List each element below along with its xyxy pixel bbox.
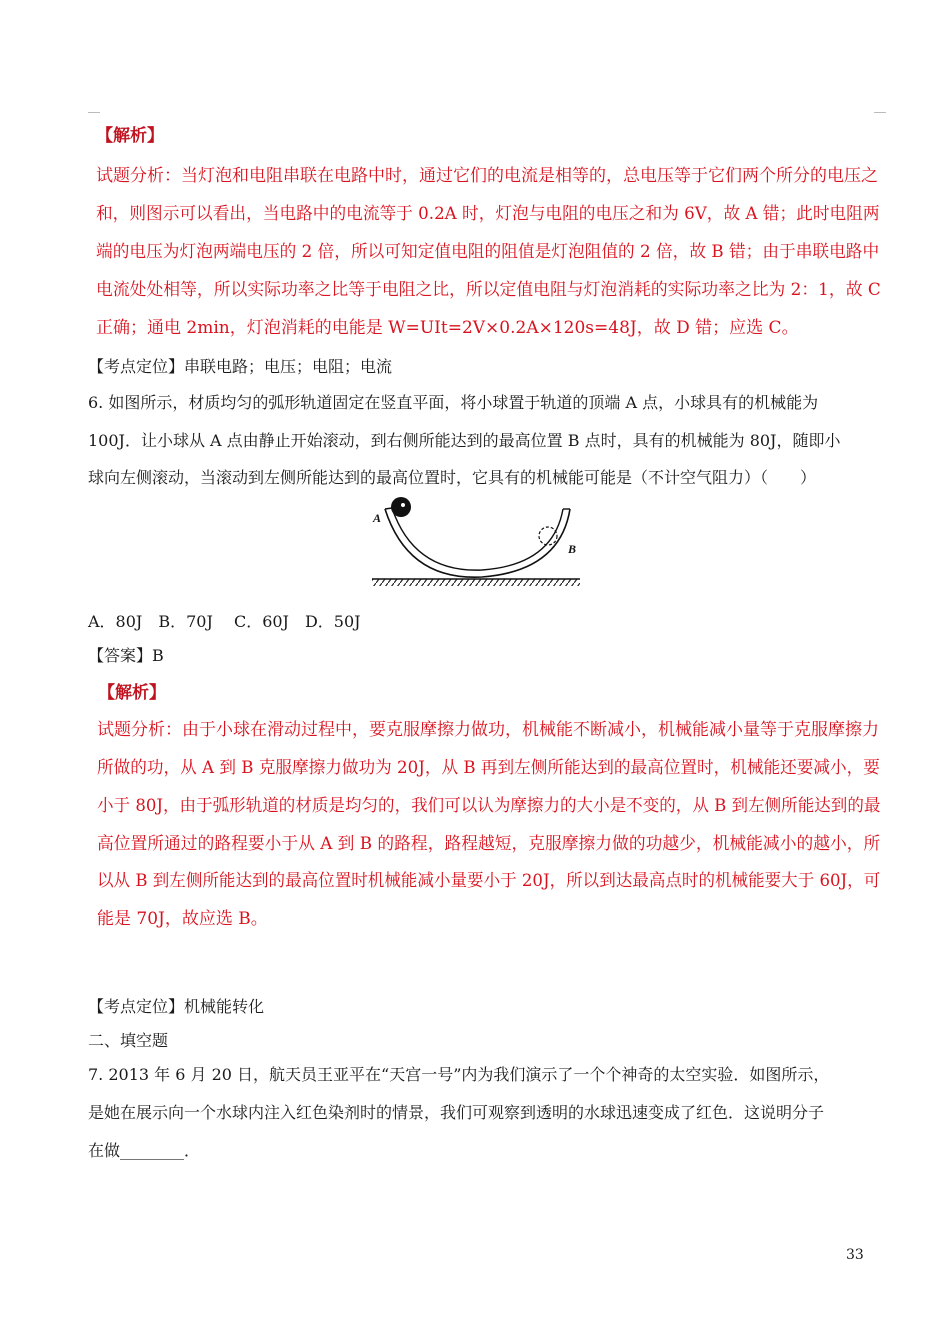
question-7-line: 是她在展示向一个水球内注入红色染剂时的情景，我们可观察到透明的水球迅速变成了红色．这说明分子 (88, 1103, 825, 1122)
ball-at-a (391, 497, 411, 517)
kaodian-label: 【考点定位】机械能转化 (88, 997, 265, 1016)
ground-hatch (372, 579, 580, 586)
section-heading: 二、填空题 (88, 1031, 169, 1050)
analysis-line: 和，则图示可以看出，当电路中的电流等于 0.2A 时，灯泡与电阻的电压之和为 6V，故 A 错；此时电阻两 (96, 204, 880, 224)
corner-mark-left (88, 112, 100, 113)
analysis-line: 试题分析：当灯泡和电阻串联在电路中时，通过它们的电流是相等的，总电压等于它们两个所分的电压之 (96, 166, 878, 186)
analysis-line: 电流处处相等，所以实际功率之比等于电阻之比，所以定值电阻与灯泡消耗的实际功率之比为 2：1，故 C (96, 280, 881, 300)
question-6-line: 6. 如图所示，材质均匀的弧形轨道固定在竖直平面，将小球置于轨道的顶端 A 点，小球具有的机械能为 (88, 393, 819, 412)
analysis-line: 端的电压为灯泡两端电压的 2 倍，所以可知定值电阻的阻值是灯泡阻值的 2 倍，故 B 错；由于串联电路中 (96, 242, 880, 262)
analysis-heading: 【解析】 (98, 683, 166, 703)
analysis-line: 以从 B 到左侧所能达到的最高位置时机械能减小量要小于 20J，所以到达最高点时的机械能要大于 60J，可 (97, 871, 881, 891)
analysis-line: 正确；通电 2min，灯泡消耗的电能是 W=UIt=2V×0.2A×120s=48J，故 D 错；应选 C。 (96, 318, 799, 338)
analysis-line: 能是 70J，故应选 B。 (97, 909, 268, 929)
kaodian-label: 【考点定位】串联电路；电压；电阻；电流 (88, 357, 393, 376)
analysis-heading: 【解析】 (96, 126, 164, 146)
question-6-options: A．80J B．70J C．60J D．50J (88, 612, 361, 631)
label-b: B (568, 542, 577, 556)
label-a: A (373, 511, 382, 525)
question-6-line: 100J．让小球从 A 点由静止开始滚动，到右侧所能达到的最高位置 B 点时，具有的机械能为 80J，随即小 (88, 431, 841, 450)
analysis-line: 所做的功，从 A 到 B 克服摩擦力做功为 20J，从 B 再到左侧所能达到的最高位置时，机械能还要减小，要 (97, 758, 880, 778)
corner-mark-right (874, 112, 886, 113)
answer-label: 【答案】B (88, 646, 164, 665)
question-6-line: 球向左侧滚动，当滚动到左侧所能达到的最高位置时，它具有的机械能可能是（不计空气阻力）（ ） (88, 468, 817, 487)
arc-track-figure (370, 495, 582, 592)
analysis-line: 小于 80J，由于弧形轨道的材质是均匀的，我们可以认为摩擦力的大小是不变的，从 B 到左侧所能达到的最 (97, 796, 881, 816)
question-7-line: 7. 2013 年 6 月 20 日，航天员王亚平在“天宫一号”内为我们演示了一个个神奇的太空实验．如图所示， (88, 1065, 830, 1084)
analysis-line: 高位置所通过的路程要小于从 A 到 B 的路程，路程越短，克服摩擦力做的功越少，机械能减小的越小，所 (97, 834, 881, 854)
analysis-line: 试题分析：由于小球在滑动过程中，要克服摩擦力做功，机械能不断减小，机械能减小量等于克服摩擦力 (97, 720, 879, 740)
page-number: 33 (846, 1247, 864, 1263)
question-7-line: 在做________． (88, 1141, 201, 1160)
